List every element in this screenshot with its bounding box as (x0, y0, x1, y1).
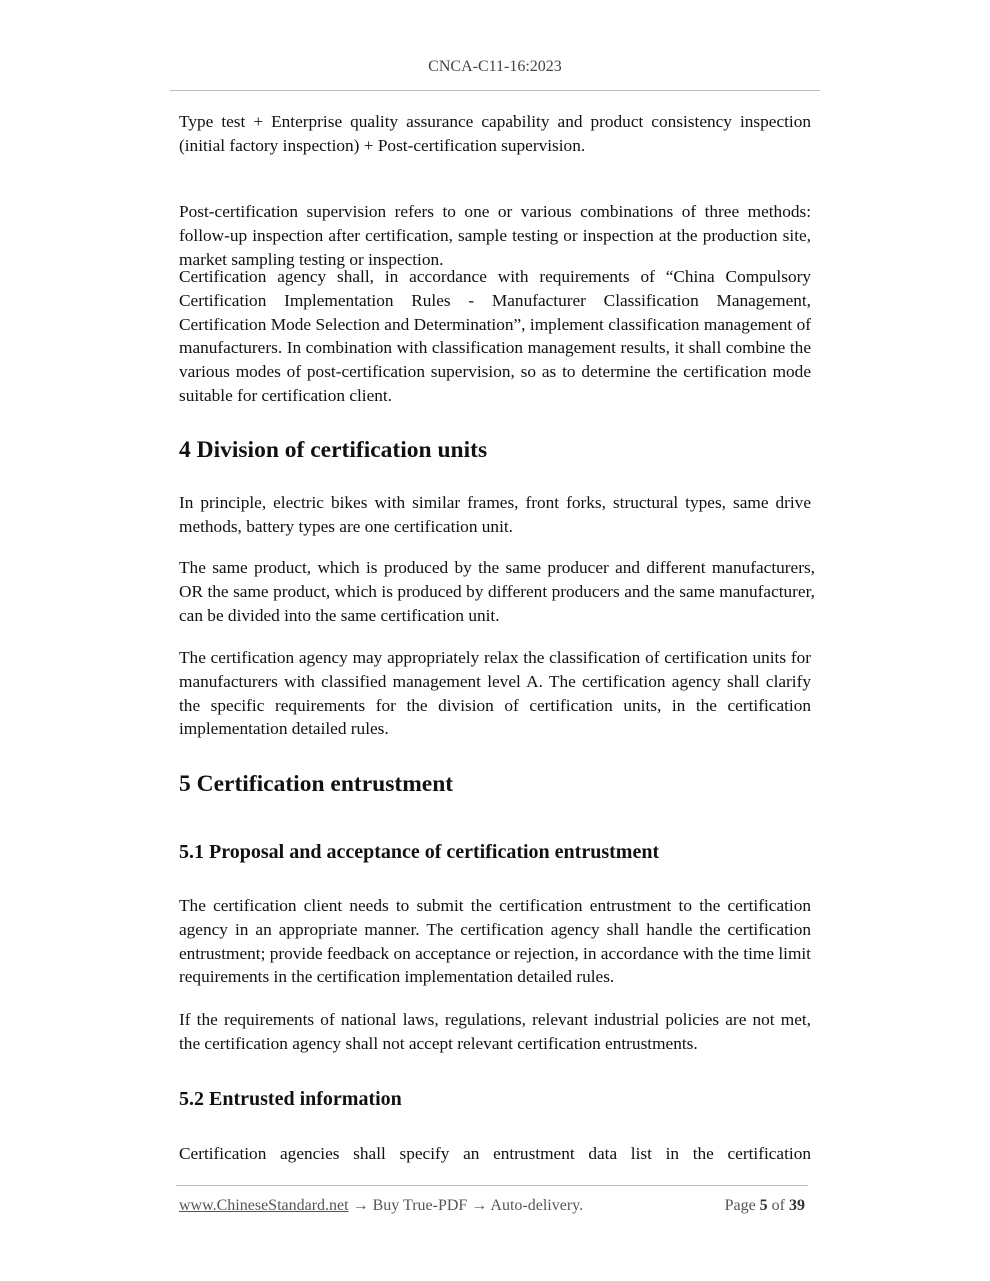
arrow-right-icon: → (471, 1197, 488, 1214)
page-label: Page (724, 1197, 756, 1214)
section-5-2-heading: 5.2 Entrusted information (179, 1088, 402, 1110)
section-5-1-heading: 5.1 Proposal and acceptance of certification entrustment (179, 841, 660, 863)
paragraph-classification-management: Certification agency shall, in accordance with requirements of “China Compulsory Certification Implementation Rules - Manufacturer Classification Management, Certification Mode Selection and Determination”, implement classification management of manufacturers. In combination with classification management results, it shall combine the various modes of post-certification supervision, so as to determine the certification mode suitable for certification client. (179, 267, 811, 405)
page-current: 5 (759, 1197, 768, 1214)
page-footer (179, 1197, 805, 1215)
paragraph-post-certification-supervision: Post-certification supervision refers to one or various combinations of three methods: follow-up inspection after certification, sample testing or inspection at the production site, market sampling testing or inspection. (179, 202, 811, 269)
footer-divider (176, 1185, 808, 1186)
paragraph-certification-mode: Type test + Enterprise quality assurance capability and product consistency inspection (initial factory inspection) + Post-certification supervision. (179, 112, 811, 155)
page-header-doc-code: CNCA-C11-16:2023 (428, 58, 562, 75)
arrow-right-icon: → (352, 1197, 369, 1214)
section-5-heading: 5 Certification entrustment (179, 771, 454, 797)
paragraph-relax-classification: The certification agency may appropriately relax the classification of certification units for manufacturers with classified management level A. The certification agency shall clarify the specific requirements for the division of certification units, in the certification implementation detailed rules. (179, 648, 811, 739)
page-number (725, 1197, 805, 1215)
website-link[interactable]: www.ChineseStandard.net (179, 1197, 349, 1214)
header-divider (170, 90, 820, 91)
paragraph-unit-principle: In principle, electric bikes with similar frames, front forks, structural types, same drive methods, battery types are one certification unit. (179, 493, 811, 536)
paragraph-not-accept: If the requirements of national laws, regulations, relevant industrial policies are not met, the certification agency shall not accept relevant certification entrustments. (179, 1010, 811, 1053)
section-4-heading: 4 Division of certification units (179, 437, 488, 463)
paragraph-entrustment-data-list: Certification agencies shall specify an entrustment data list in the certification (179, 1144, 811, 1163)
buy-true-pdf-text: Buy True-PDF (372, 1197, 468, 1214)
page-total: 39 (789, 1197, 805, 1214)
paragraph-same-product: The same product, which is produced by the same producer and different manufacturers, OR the same product, which is produced by different producers and the same manufacturer, can be divided into the same certification unit. (179, 558, 815, 625)
of-label: of (771, 1197, 785, 1214)
paragraph-submit-entrustment: The certification client needs to submit the certification entrustment to the certification agency in an appropriate manner. The certification agency shall handle the certification entrustment; provide feedback on acceptance or rejection, in accordance with the time limit requirements in the certification implementation detailed rules. (179, 896, 811, 987)
auto-delivery-text: Auto-delivery. (490, 1197, 584, 1214)
